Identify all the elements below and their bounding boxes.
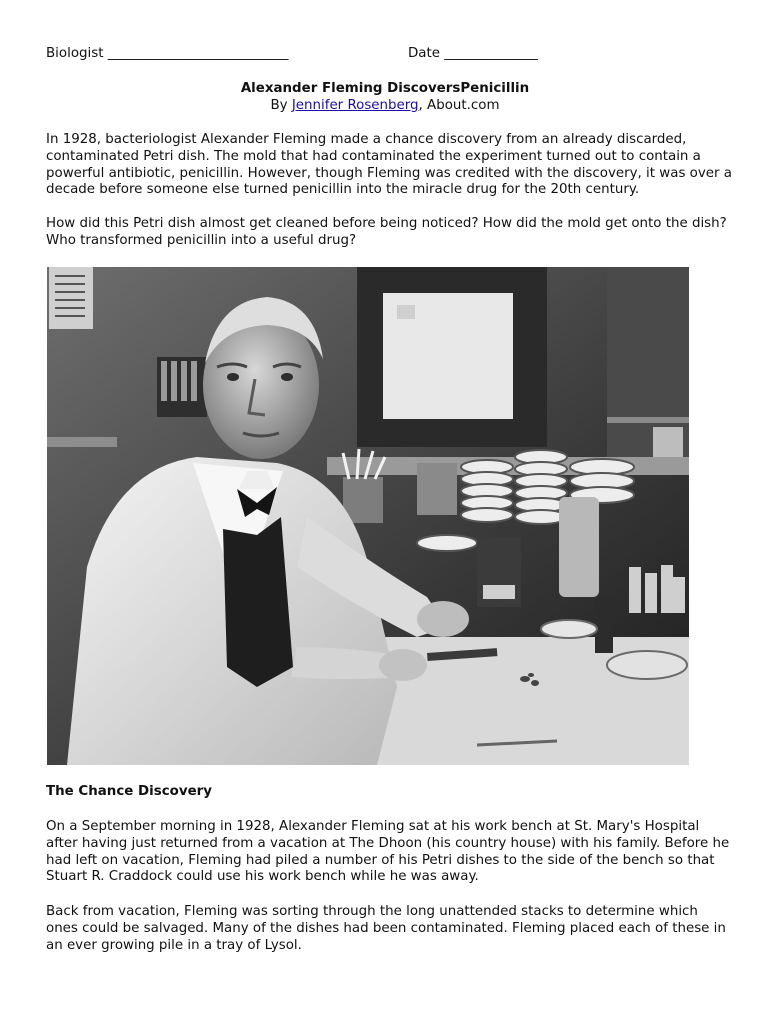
intro-paragraph: In 1928, bacteriologist Alexander Fleming made a chance discovery from an already discarded, contaminated Petri dish. The mold that had contaminated the experiment turned out to contain a powerful antibiotic, penicillin. However, though Fleming was credited with the discovery, it was over a decade before someone else turned penicillin into the miracle drug for the 20th century. bbox=[46, 132, 733, 198]
fleming-lab-photo bbox=[47, 267, 689, 765]
author-link[interactable]: Jennifer Rosenberg bbox=[291, 98, 419, 113]
byline-prefix: By bbox=[270, 98, 292, 113]
date-field: Date ______________ bbox=[408, 46, 538, 61]
discovery-paragraph-1: On a September morning in 1928, Alexander Fleming sat at his work bench at St. Mary's Hospital after having just returned from a vacation at The Dhoon (his country house) with his family. Before he had left on vacation, Fleming had piled a number of his Petri dishes to the side of the bench so that Stuart R. Craddock could use his work bench while he was away. bbox=[46, 819, 730, 885]
byline-suffix: , About.com bbox=[418, 98, 500, 113]
discovery-paragraph-2: Back from vacation, Fleming was sorting through the long unattended stacks to determine which ones could be salvaged. Many of the dishes had been contaminated. Fleming placed each of these in an ever growing pile in a tray of Lysol. bbox=[46, 904, 726, 953]
section-heading: The Chance Discovery bbox=[46, 784, 212, 799]
question-paragraph: How did this Petri dish almost get cleaned before being noticed? How did the mold get onto the dish? Who transformed penicillin into a useful drug? bbox=[46, 216, 727, 248]
worksheet-header bbox=[46, 46, 726, 64]
biologist-field: Biologist ___________________________ bbox=[46, 46, 289, 61]
document-title: Alexander Fleming DiscoversPenicillin bbox=[240, 81, 530, 96]
byline bbox=[0, 98, 770, 113]
